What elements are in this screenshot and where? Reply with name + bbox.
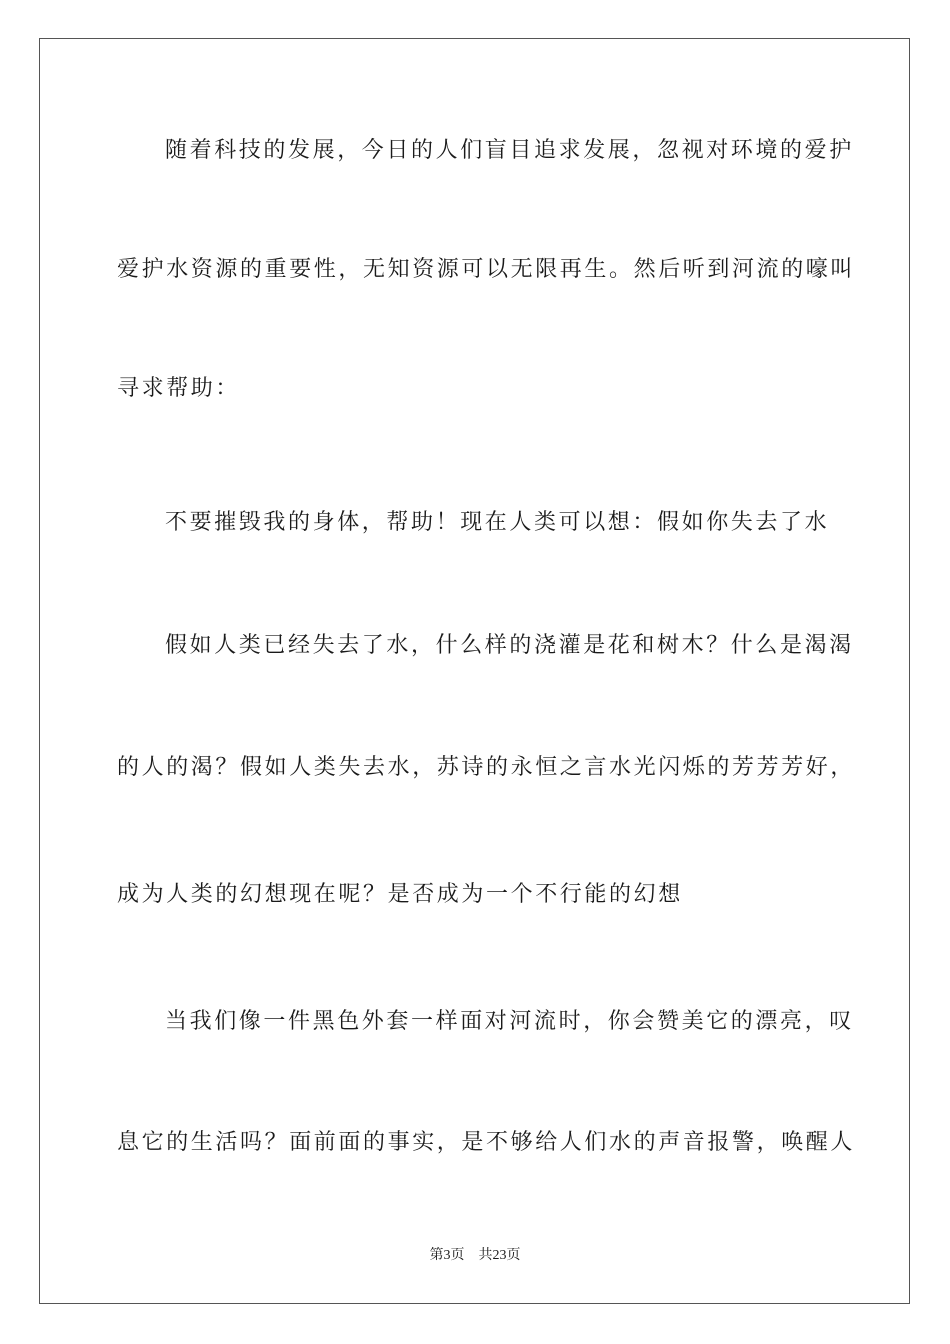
- paragraph-line: 随着科技的发展，今日的人们盲目追求发展，忽视对环境的爱护: [165, 138, 854, 163]
- paragraph-line: 爱护水资源的重要性，无知资源可以无限再生。然后听到河流的嚎叫: [117, 257, 856, 282]
- page-border: [39, 38, 910, 1304]
- paragraph-line: 成为人类的幻想现在呢？是否成为一个不行能的幻想: [117, 882, 683, 907]
- paragraph-line: 假如人类已经失去了水，什么样的浇灌是花和树木？什么是渴渴: [165, 633, 854, 658]
- page-total: 共23页: [478, 1248, 521, 1263]
- paragraph-line: 寻求帮助：: [117, 376, 241, 401]
- paragraph-line: 当我们像一件黑色外套一样面对河流时，你会赞美它的漂亮，叹: [165, 1009, 854, 1034]
- paragraph-line: 的人的渴？假如人类失去水，苏诗的永恒之言水光闪烁的芳芳芳好，: [117, 755, 856, 780]
- page-footer: [0, 1246, 950, 1266]
- paragraph-line: 不要摧毁我的身体，帮助！现在人类可以想：假如你失去了水: [165, 510, 830, 535]
- paragraph-line: 息它的生活吗？面前面的事实，是不够给人们水的声音报警，唤醒人: [117, 1130, 856, 1155]
- page-number: 第3页: [429, 1248, 465, 1263]
